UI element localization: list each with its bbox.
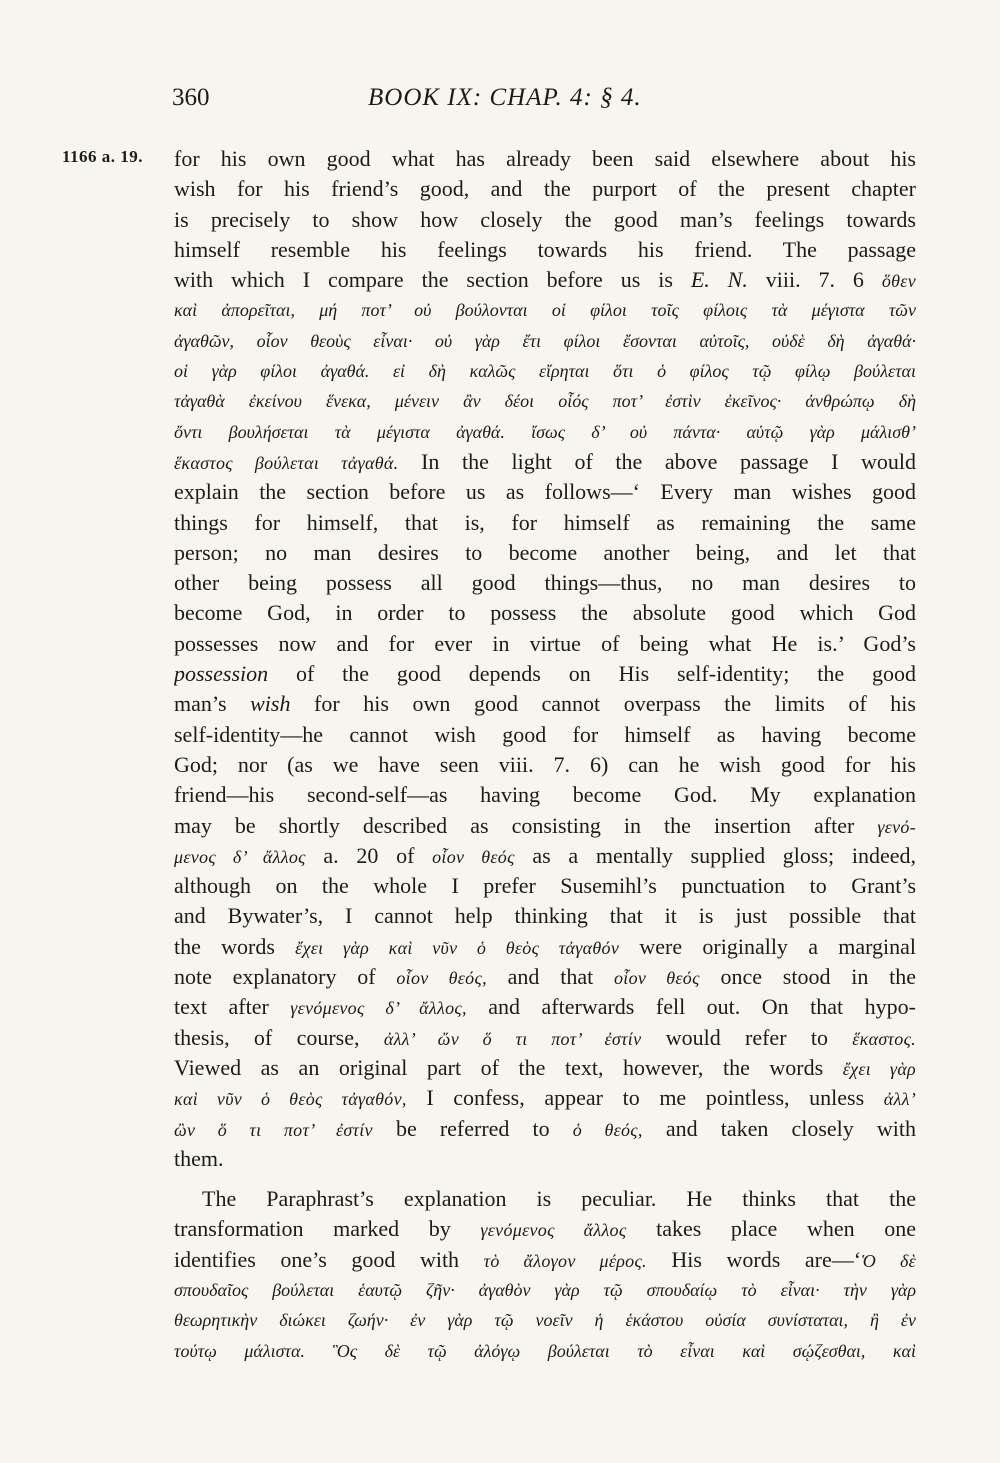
text-line: identifies one’s good with τὸ ἄλογον μέρος. His words are—‘Ὁ δὲ bbox=[174, 1246, 916, 1272]
text-line: text after γενόμενος δ’ ἄλλος, and afterwards fell out. On that hypo- bbox=[174, 994, 916, 1020]
text-line: become God, in order to possess the absolute good which God bbox=[174, 600, 916, 626]
greek-quote-line: οἱ γὰρ φίλοι ἀγαθά. εἰ δὴ καλῶς εἴρηται ὅτι ὁ φίλος τῷ φίλῳ βούλεται bbox=[174, 361, 916, 382]
text-line: things for himself, that is, for himself as remaining the same bbox=[174, 509, 916, 535]
text-line: Viewed as an original part of the text, however, the words ἔχει γὰρ bbox=[174, 1054, 916, 1080]
text-line: and Bywater’s, I cannot help thinking that it is just possible that bbox=[174, 903, 916, 929]
text-line: person; no man desires to become another being, and let that bbox=[174, 539, 916, 565]
text-line: may be shortly described as consisting in the insertion after γενό- bbox=[174, 812, 916, 838]
greek-quote-line: σπουδαῖος βούλεται ἑαυτῷ ζῆν· ἀγαθὸν γὰρ τῷ σπουδαίῳ τὸ εἶναι· τὴν γὰρ bbox=[174, 1279, 916, 1300]
text-line: is precisely to show how closely the good man’s feelings towards bbox=[174, 206, 916, 232]
text-line: ἕκαστος βούλεται τἀγαθά. In the light of the above passage I would bbox=[174, 448, 916, 474]
text-line: self-identity—he cannot wish good for himself as having become bbox=[174, 721, 916, 747]
text-line: with which I compare the section before us is E. N. viii. 7. 6 ὅθεν bbox=[174, 267, 916, 293]
greek-quote-line: τούτῳ μάλιστα. Ὃς δὲ τῷ ἀλόγῳ βούλεται τὸ εἶναι καὶ σῴζεσθαι, καὶ bbox=[174, 1340, 916, 1361]
greek-quote-line: τἀγαθὰ ἐκείνου ἕνεκα, μένειν ἂν δέοι οἷός ποτ’ ἐστὶν ἐκεῖνος· ἀνθρώπῳ δὴ bbox=[174, 391, 916, 412]
text-line: possession of the good depends on His self-identity; the good bbox=[174, 661, 916, 687]
greek-quote-line: καὶ ἀπορεῖται, μή ποτ’ οὐ βούλονται οἱ φίλοι τοῖς φίλοις τὰ μέγιστα τῶν bbox=[174, 300, 916, 321]
text-line: ὢν ὅ τι ποτ’ ἐστίν be referred to ὁ θεός, and taken closely with bbox=[174, 1115, 916, 1141]
text-line: himself resemble his feelings towards his friend. The passage bbox=[174, 236, 916, 262]
greek-quote-line: θεωρητικὴν διώκει ζωήν· ἐν γὰρ τῷ νοεῖν ἡ ἑκάστου οὐσία συνίσταται, ἢ ἐν bbox=[174, 1310, 916, 1331]
greek-quote-line: ἀγαθῶν, οἷον θεοὺς εἶναι· οὐ γὰρ ἔτι φίλοι ἔσονται αὐτοῖς, οὐδὲ δὴ ἀγαθά· bbox=[174, 330, 916, 351]
text-line: for his own good what has already been said elsewhere about his bbox=[174, 146, 916, 171]
text-line: man’s wish for his own good cannot overpass the limits of his bbox=[174, 691, 916, 717]
greek-quote-line: ὄντι βουλήσεται τὰ μέγιστα ἀγαθά. ἴσως δ’ οὐ πάντα· αὑτῷ γὰρ μάλισθ’ bbox=[174, 421, 916, 442]
text-line: them. bbox=[174, 1145, 224, 1171]
text-line: καὶ νῦν ὁ θεὸς τἀγαθόν, I confess, appear to me pointless, unless ἀλλ’ bbox=[174, 1085, 916, 1111]
text-line: other being possess all good things—thus, no man desires to bbox=[174, 570, 916, 596]
body-text bbox=[174, 144, 916, 1366]
text-line: μενος δ’ ἄλλος a. 20 of οἷον θεός as a mentally supplied gloss; indeed, bbox=[174, 842, 916, 868]
text-line: note explanatory of οἷον θεός, and that οἷον θεός once stood in the bbox=[174, 964, 916, 990]
chapter-reference: BOOK IX: CHAP. 4: § 4. bbox=[368, 84, 642, 111]
text-line: wish for his friend’s good, and the purport of the present chapter bbox=[174, 176, 916, 202]
paragraph-start-line: The Paraphrast’s explanation is peculiar. He thinks that the bbox=[202, 1186, 916, 1212]
text-line: transformation marked by γενόμενος ἄλλος takes place when one bbox=[174, 1216, 916, 1242]
margin-reference: 1166 a. 19. bbox=[62, 147, 144, 166]
text-line: the words ἔχει γὰρ καὶ νῦν ὁ θεὸς τἀγαθόν were originally a marginal bbox=[174, 933, 916, 959]
text-line: explain the section before us as follows—‘ Every man wishes good bbox=[174, 479, 916, 505]
text-line: although on the whole I prefer Susemihl’s punctuation to Grant’s bbox=[174, 873, 916, 899]
text-line: thesis, of course, ἀλλ’ ὤν ὅ τι ποτ’ ἐστίν would refer to ἕκαστος. bbox=[174, 1024, 916, 1050]
text-line: possesses now and for ever in virtue of being what He is.’ God’s bbox=[174, 630, 916, 656]
text-line: God; nor (as we have seen viii. 7. 6) can he wish good for his bbox=[174, 751, 916, 777]
running-head bbox=[0, 84, 1000, 124]
page-number: 360 bbox=[172, 84, 210, 111]
text-line: friend—his second-self—as having become God. My explanation bbox=[174, 782, 916, 808]
